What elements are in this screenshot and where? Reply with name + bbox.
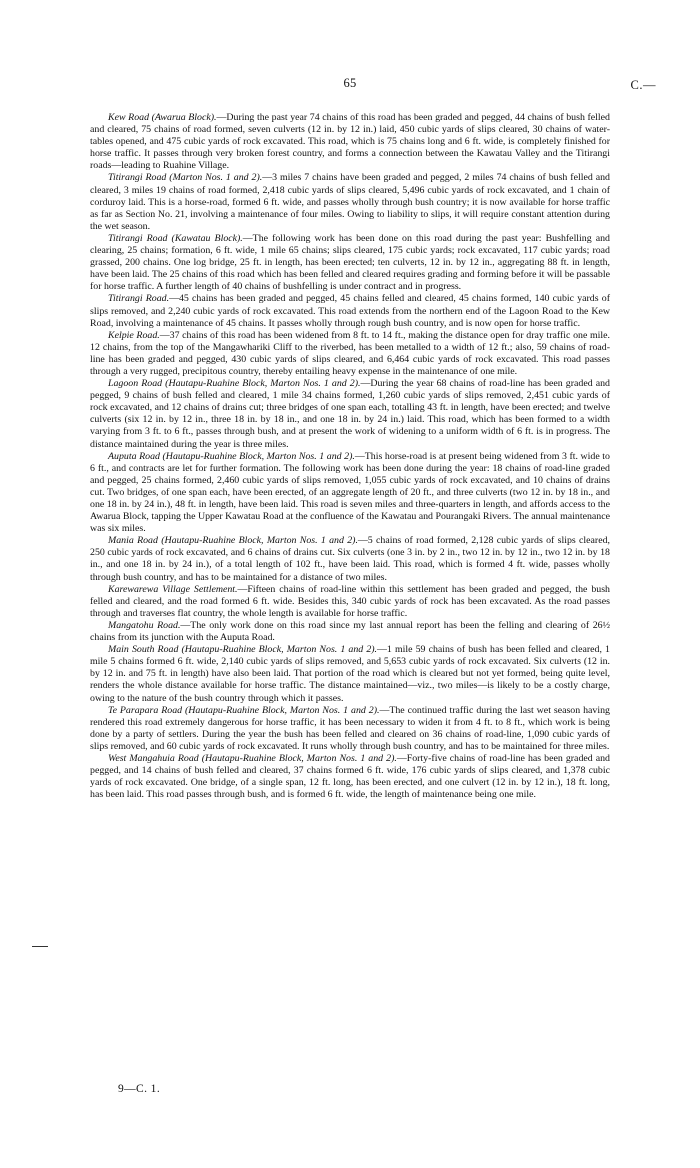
- paragraph-text: —Forty-five chains of road-line has been graded and pegged, and 14 chains of bush felled and cleared, 37 chains formed 6 ft. wide, 176 cubic yards of slips cleared, and 1,378 cubic yards of rock excavated. One bridge, of a single span, 12 ft. long, has been erected, and one culvert (12 in. by 12 in.), 18 ft. long, has been laid. This road passes through bush, and is formed 6 ft. wide, the length of maintenance being one mile.: [90, 752, 610, 801]
- paragraph-text: —5 chains of road formed, 2,128 cubic yards of slips cleared, 250 cubic yards of rock excavated, and 6 chains of drains cut. Six culverts (one 3 in. by 2 in., two 12 in. by 12 in., two 12 in. by 18 in., and one 18 in. by 24 in.), of a total length of 102 ft., have been laid. This road, which is formed 4 ft. wide, passes wholly through bush country, and has to be maintained for a distance of two miles.: [90, 535, 610, 583]
- signature-mark: 9—C. 1.: [118, 1083, 161, 1095]
- paragraph-heading: Te Parapara Road (Hautapu-Ruahine Block, Marton Nos. 1 and 2).: [108, 704, 380, 716]
- paragraph-heading: Auputa Road (Hautapu-Ruahine Block, Marton Nos. 1 and 2).: [108, 450, 355, 462]
- paragraph-titirangi-road-marton: [90, 172, 610, 232]
- body-text-column: [90, 112, 610, 801]
- paragraph-text: —45 chains has been graded and pegged, 45 chains felled and cleared, 45 chains formed, 140 cubic yards of slips removed, and 2,240 cubic yards of rock excavated. This road extends from the northern end of the Lagoon Road to the Kew Road, involving a maintenance of 45 chains. It passes wholly through rough bush country, and is now open for horse traffic.: [90, 293, 610, 329]
- paragraph-kew-road: [90, 112, 610, 172]
- paragraph-mania-road: [90, 535, 610, 583]
- folio-identifier: C.—: [630, 78, 656, 92]
- paragraph-titirangi-road-short: [90, 293, 610, 329]
- paragraph-heading: Lagoon Road (Hautapu-Ruahine Block, Marton Nos. 1 and 2).: [108, 378, 361, 390]
- page-edge-mark: [32, 946, 48, 947]
- paragraph-text: —The following work has been done on this road during the past year: Bushfelling and clearing, 25 chains; formation, 6 ft. wide, 1 mile 65 chains; slips cleared, 175 cubic yards; rock excavated, 117 cubic yards; road grassed, 200 chains. One log bridge, 25 ft. in length, has been erected; ten culverts, 12 in. by 12 in., aggregating 88 ft. in length, have been laid. The 25 chains of this road which has been felled and cleared requires grading and forming before it will be passable for horse traffic. A further length of 40 chains of bushfelling is under contract and in progress.: [90, 232, 610, 293]
- paragraph-heading: Titirangi Road (Kawatau Block).: [108, 232, 243, 244]
- paragraph-west-mangahuia-road: [90, 753, 610, 801]
- paragraph-titirangi-road-kawatau: [90, 233, 610, 293]
- paragraph-heading: Titirangi Road (Marton Nos. 1 and 2).: [108, 172, 263, 184]
- paragraph-lagoon-road: [90, 378, 610, 451]
- paragraph-text: —This horse-road is at present being widened from 3 ft. wide to 6 ft., and contracts are let for further formation. The following work has been done during the year: 18 chains of road-line graded and pegged, 25 chains formed, 2,460 cubic yards of slips removed, 1,055 cubic yards of rock excavated, and 10 chains of drains cut. Two bridges, of one span each, have been erected, of an aggregate length of 20 ft., and three culverts (two 12 in. by 18 in., and one 18 in. by 24 in.), 48 ft. in length, have been laid. This road is seven miles and three-quarters in length, and affords access to the Awarua Block, tapping the Upper Kawatau Road at the confluence of the Kawatau and Pourangaki Rivers. The annual maintenance was six miles.: [90, 450, 610, 535]
- paragraph-heading: Karewarewa Village Settlement.: [108, 583, 238, 595]
- paragraph-text: —During the past year 74 chains of this road has been graded and pegged, 44 chains of bush felled and cleared, 75 chains of road formed, seven culverts (12 in. by 12 in.) laid, 450 cubic yards of slips cleared, 30 chains of water-tables opened, and 475 cubic yards of rock excavated. This road, which is 75 chains long and 6 ft. wide, is completely finished for horse traffic. It passes through very broken forest country, and forms a connection between the Kawatau Valley and the Titirangi roads—leading to Ruahine Village.: [90, 112, 610, 172]
- paragraph-heading: West Mangahuia Road (Hautapu-Ruahine Block, Marton Nos. 1 and 2).: [108, 752, 397, 764]
- paragraph-text: —The continued traffic during the last wet season having rendered this road extremely dangerous for horse traffic, it has been necessary to widen it from 4 ft. to 8 ft., which work is being done by a party of settlers. During the year the bush has been felled and cleared on 36 chains of road-line, 1,090 cubic yards of slips removed, and 60 cubic yards of rock excavated. It runs wholly through bush country, and has to be maintained for three miles.: [90, 704, 610, 752]
- paragraph-heading: Mangatohu Road.: [108, 619, 181, 631]
- page-number: 65: [343, 76, 357, 90]
- paragraph-heading: Titirangi Road.: [108, 293, 170, 305]
- paragraph-heading: Kelpie Road.: [108, 329, 160, 341]
- paragraph-auputa-road: [90, 451, 610, 536]
- paragraph-te-parapara-road: [90, 705, 610, 753]
- paragraph-kelpie-road: [90, 330, 610, 378]
- paragraph-karewarewa-village-settlement: [90, 584, 610, 620]
- paragraph-main-south-road: [90, 644, 610, 704]
- paragraph-text: —Fifteen chains of road-line within this settlement has been graded and pegged, the bush felled and cleared, and the road formed 6 ft. wide. Besides this, 340 cubic yards of rock has been excavated. As the road passes through and traverses flat country, the whole length is available for horse traffic.: [90, 583, 610, 619]
- paragraph-text: —3 miles 7 chains have been graded and pegged, 2 miles 74 chains of bush felled and cleared, 3 miles 19 chains of road formed, 2,418 cubic yards of slips cleared, 5,496 cubic yards of rock excavated, and 1 chain of corduroy laid. This is a horse-road, formed 6 ft. wide, and passes wholly through bush country; it is now available for horse traffic as far as Section No. 21, involving a maintenance of four miles. Owing to liability to slips, it will require constant attention during the wet season.: [90, 172, 610, 232]
- paragraph-heading: Mania Road (Hautapu-Ruahine Block, Marton Nos. 1 and 2).: [108, 535, 358, 547]
- paragraph-heading: Kew Road (Awarua Block).: [108, 112, 217, 123]
- paragraph-text: —37 chains of this road has been widened from 8 ft. to 14 ft., making the distance open for dray traffic one mile. 12 chains, from the top of the Mangawhariki Cliff to the riverbed, has been metalled to a width of 12 ft.; also, 59 chains of road-line has been graded and pegged, 430 cubic yards of slips cleared, and 6,464 cubic yards of rock excavated. This road passes through a very rugged, precipitous country, thereby entailing heavy expense in the maintenance of one mile.: [90, 329, 611, 377]
- paragraph-heading: Main South Road (Hautapu-Ruahine Block, Marton Nos. 1 and 2).: [108, 644, 378, 656]
- paragraph-text: —1 mile 59 chains of bush has been felled and cleared, 1 mile 5 chains formed 6 ft. wide, 2,140 cubic yards of slips removed, and 5,653 cubic yards of rock excavated. Six culverts (12 in. by 12 in. and 75 ft. in length) have also been laid. That portion of the road which is cleared but not yet formed, being quite level, renders the whole distance available for horse traffic. The distance maintained—viz., two miles—is likely to be a costly charge, owing to the nature of the bush country through which it passes.: [90, 644, 610, 704]
- paragraph-text: —During the year 68 chains of road-line has been graded and pegged, 9 chains of bush felled and cleared, 1 mile 34 chains formed, 1,260 cubic yards of slips removed, 2,451 cubic yards of rock excavated, and 12 chains of drains cut; three bridges of one span each, totalling 43 ft. in length, have been erected; and twelve culverts (six 12 in. by 12 in., three 18 in. by 18 in., and one 18 in. by 24 in.) laid. This road, which has been formed to a width varying from 3 ft. to 6 ft., passes through bush, and at present the work of widening to a uniform width of 6 ft. is in progress. The distance maintained during the year is three miles.: [90, 378, 610, 450]
- paragraph-mangatohu-road: [90, 620, 610, 644]
- paragraph-text: —The only work done on this road since my last annual report has been the felling and clearing of 26½ chains from its junction with the Auputa Road.: [90, 619, 610, 644]
